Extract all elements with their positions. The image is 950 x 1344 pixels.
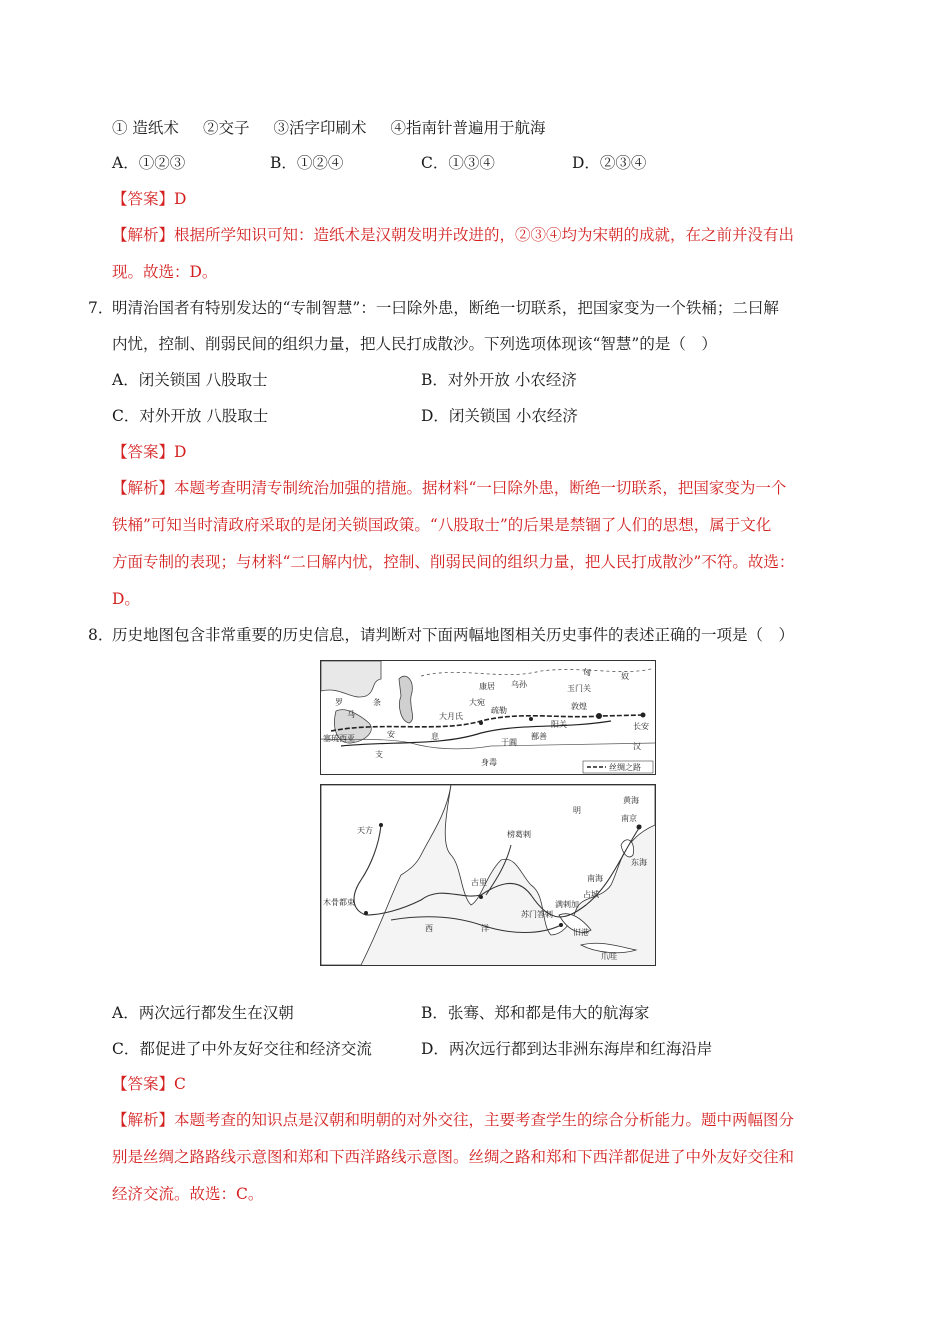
map1-label-xiong: 匈 (583, 668, 591, 677)
q7-option-c[interactable]: C．对外开放 八股取士 (112, 407, 269, 425)
map2-label-jiugang: 旧港 (573, 928, 589, 937)
map1-label-dayuezhi: 大月氏 (439, 712, 463, 721)
q8-analysis-line-3: 经济交流。故选：C。 (112, 1185, 264, 1203)
q8-answer: 【答案】C (112, 1075, 186, 1093)
map1-label-changan: 长安 (633, 722, 649, 731)
map2-label-guli: 古里 (471, 878, 487, 887)
q7-analysis-line-3: 方面专制的表现；与材料“二曰解内忧，控制、削弱民间的组织力量，把人民打成散沙”不符。故选： (112, 553, 795, 571)
q8-option-a[interactable]: A．两次远行都发生在汉朝 (112, 1004, 294, 1022)
q8-analysis-line-1: 【解析】本题考查的知识点是汉朝和明朝的对外交往，主要考查学生的综合分析能力。题中两幅图分 (112, 1111, 795, 1129)
map2-label-yang: 洋 (481, 924, 489, 933)
map2-label-ming: 明 (573, 806, 581, 815)
q7-option-a[interactable]: A．闭关锁国 八股取士 (112, 371, 268, 389)
map2-label-tianfang: 天方 (357, 826, 373, 835)
map1-label-yumenguan: 玉门关 (567, 684, 591, 693)
q6-option-d[interactable]: D．②③④ (572, 154, 647, 172)
q8-option-d[interactable]: D．两次远行都到达非洲东海岸和红海沿岸 (421, 1040, 713, 1058)
q6-option-b[interactable]: B．①②④ (270, 154, 344, 172)
map2-label-java: 爪哇 (601, 952, 617, 961)
map1-label-xi: 息 (431, 732, 439, 741)
map1-label-zhi: 支 (375, 750, 383, 759)
q7-option-d[interactable]: D．闭关锁国 小农经济 (421, 407, 578, 425)
q6-option-a[interactable]: A．①②③ (112, 154, 186, 172)
map2-label-malacca: 满剌加 (555, 900, 579, 909)
map2-label-xi: 西 (425, 924, 433, 933)
map1-label-seleucia: 塞琉西亚 (323, 734, 355, 743)
q7-analysis-line-2: 铁桶”可知当时清政府采取的是闭关锁国政策。“八股取士”的后果是禁锢了人们的思想，属于文化 (112, 516, 772, 534)
q8-analysis-line-2: 别是丝绸之路路线示意图和郑和下西洋路线示意图。丝绸之路和郑和下西洋都促进了中外友好交往和 (112, 1148, 795, 1166)
map1-legend-label: 丝绸之路 (609, 763, 641, 772)
map1-label-kangju: 康居 (479, 682, 495, 691)
map1-label-wusun: 乌孙 (511, 680, 527, 689)
map1-label-yutian: 于阗 (501, 738, 517, 747)
q8-number: 8． (88, 626, 114, 644)
map1-label-nu: 奴 (621, 672, 629, 681)
q6-item-4: ④指南针普遍用于航海 (390, 119, 546, 137)
map1-label-an: 安 (387, 730, 395, 739)
q7-answer: 【答案】D (112, 443, 187, 461)
q6-item-1: ① 造纸术 (112, 119, 179, 137)
silk-road-map-drawing (321, 661, 655, 774)
q6-answer: 【答案】D (112, 190, 187, 208)
map2-label-east-sea: 东海 (631, 858, 647, 867)
map1-label-tiao: 条 (373, 698, 381, 707)
map2-label-nanjing: 南京 (621, 814, 637, 823)
q7-number: 7． (88, 299, 114, 317)
q6-items (112, 118, 545, 138)
map1-label-shanshan: 鄯善 (531, 732, 547, 741)
map1-label-luo: 罗 (335, 698, 343, 707)
map2-label-banggela: 榜葛剌 (507, 830, 531, 839)
q8-stem: 历史地图包含非常重要的历史信息，请判断对下面两幅地图相关历史事件的表述正确的一项是（ ） (112, 626, 795, 644)
map2-label-mogadishu: 木骨都束 (323, 898, 355, 907)
map2-label-sumatra: 苏门答剌 (521, 910, 553, 919)
q8-option-c[interactable]: C．都促进了中外友好交往和经济交流 (112, 1040, 372, 1058)
map2-label-champa: 占城 (583, 890, 599, 899)
map1-label-yangguan: 阳关 (551, 720, 567, 729)
q6-analysis-line-1: 【解析】根据所学知识可知：造纸术是汉朝发明并改进的，②③④均为宋朝的成就，在之前并没有出 (112, 226, 795, 244)
q7-stem-line-2: 内忧，控制、削弱民间的组织力量，把人民打成散沙。下列选项体现该“智慧”的是（ ） (112, 335, 717, 353)
map1-label-shule: 疏勒 (491, 706, 507, 715)
map1-label-shendu: 身毒 (481, 758, 497, 767)
q7-analysis-line-1: 【解析】本题考查明清专制统治加强的措施。据材料“一曰除外患，断绝一切联系，把国家变为一个 (112, 479, 787, 497)
map1-label-ma: 马 (347, 710, 355, 719)
map1-label-dunhuang: 敦煌 (571, 702, 587, 711)
map2-label-south-sea: 南海 (587, 874, 603, 883)
q6-option-c[interactable]: C．①③④ (421, 154, 495, 172)
zheng-he-voyage-map-drawing (321, 785, 655, 965)
q6-analysis-line-2: 现。故选：D。 (112, 263, 218, 281)
silk-road-map (320, 660, 656, 775)
q6-item-3: ③活字印刷术 (273, 119, 367, 137)
map1-label-han: 汉 (633, 742, 641, 751)
map1-label-dayuan: 大宛 (469, 698, 485, 707)
zheng-he-voyage-map (320, 784, 656, 966)
q7-stem-line-1: 明清治国者有特别发达的“专制智慧”：一曰除外患，断绝一切联系，把国家变为一个铁桶；二曰解 (112, 299, 779, 317)
q7-analysis-line-4: D。 (112, 590, 140, 608)
map2-label-yellow-sea: 黄海 (623, 796, 639, 805)
q6-item-2: ②交子 (202, 119, 250, 137)
q8-option-b[interactable]: B．张骞、郑和都是伟大的航海家 (421, 1004, 650, 1022)
q7-option-b[interactable]: B．对外开放 小农经济 (421, 371, 577, 389)
